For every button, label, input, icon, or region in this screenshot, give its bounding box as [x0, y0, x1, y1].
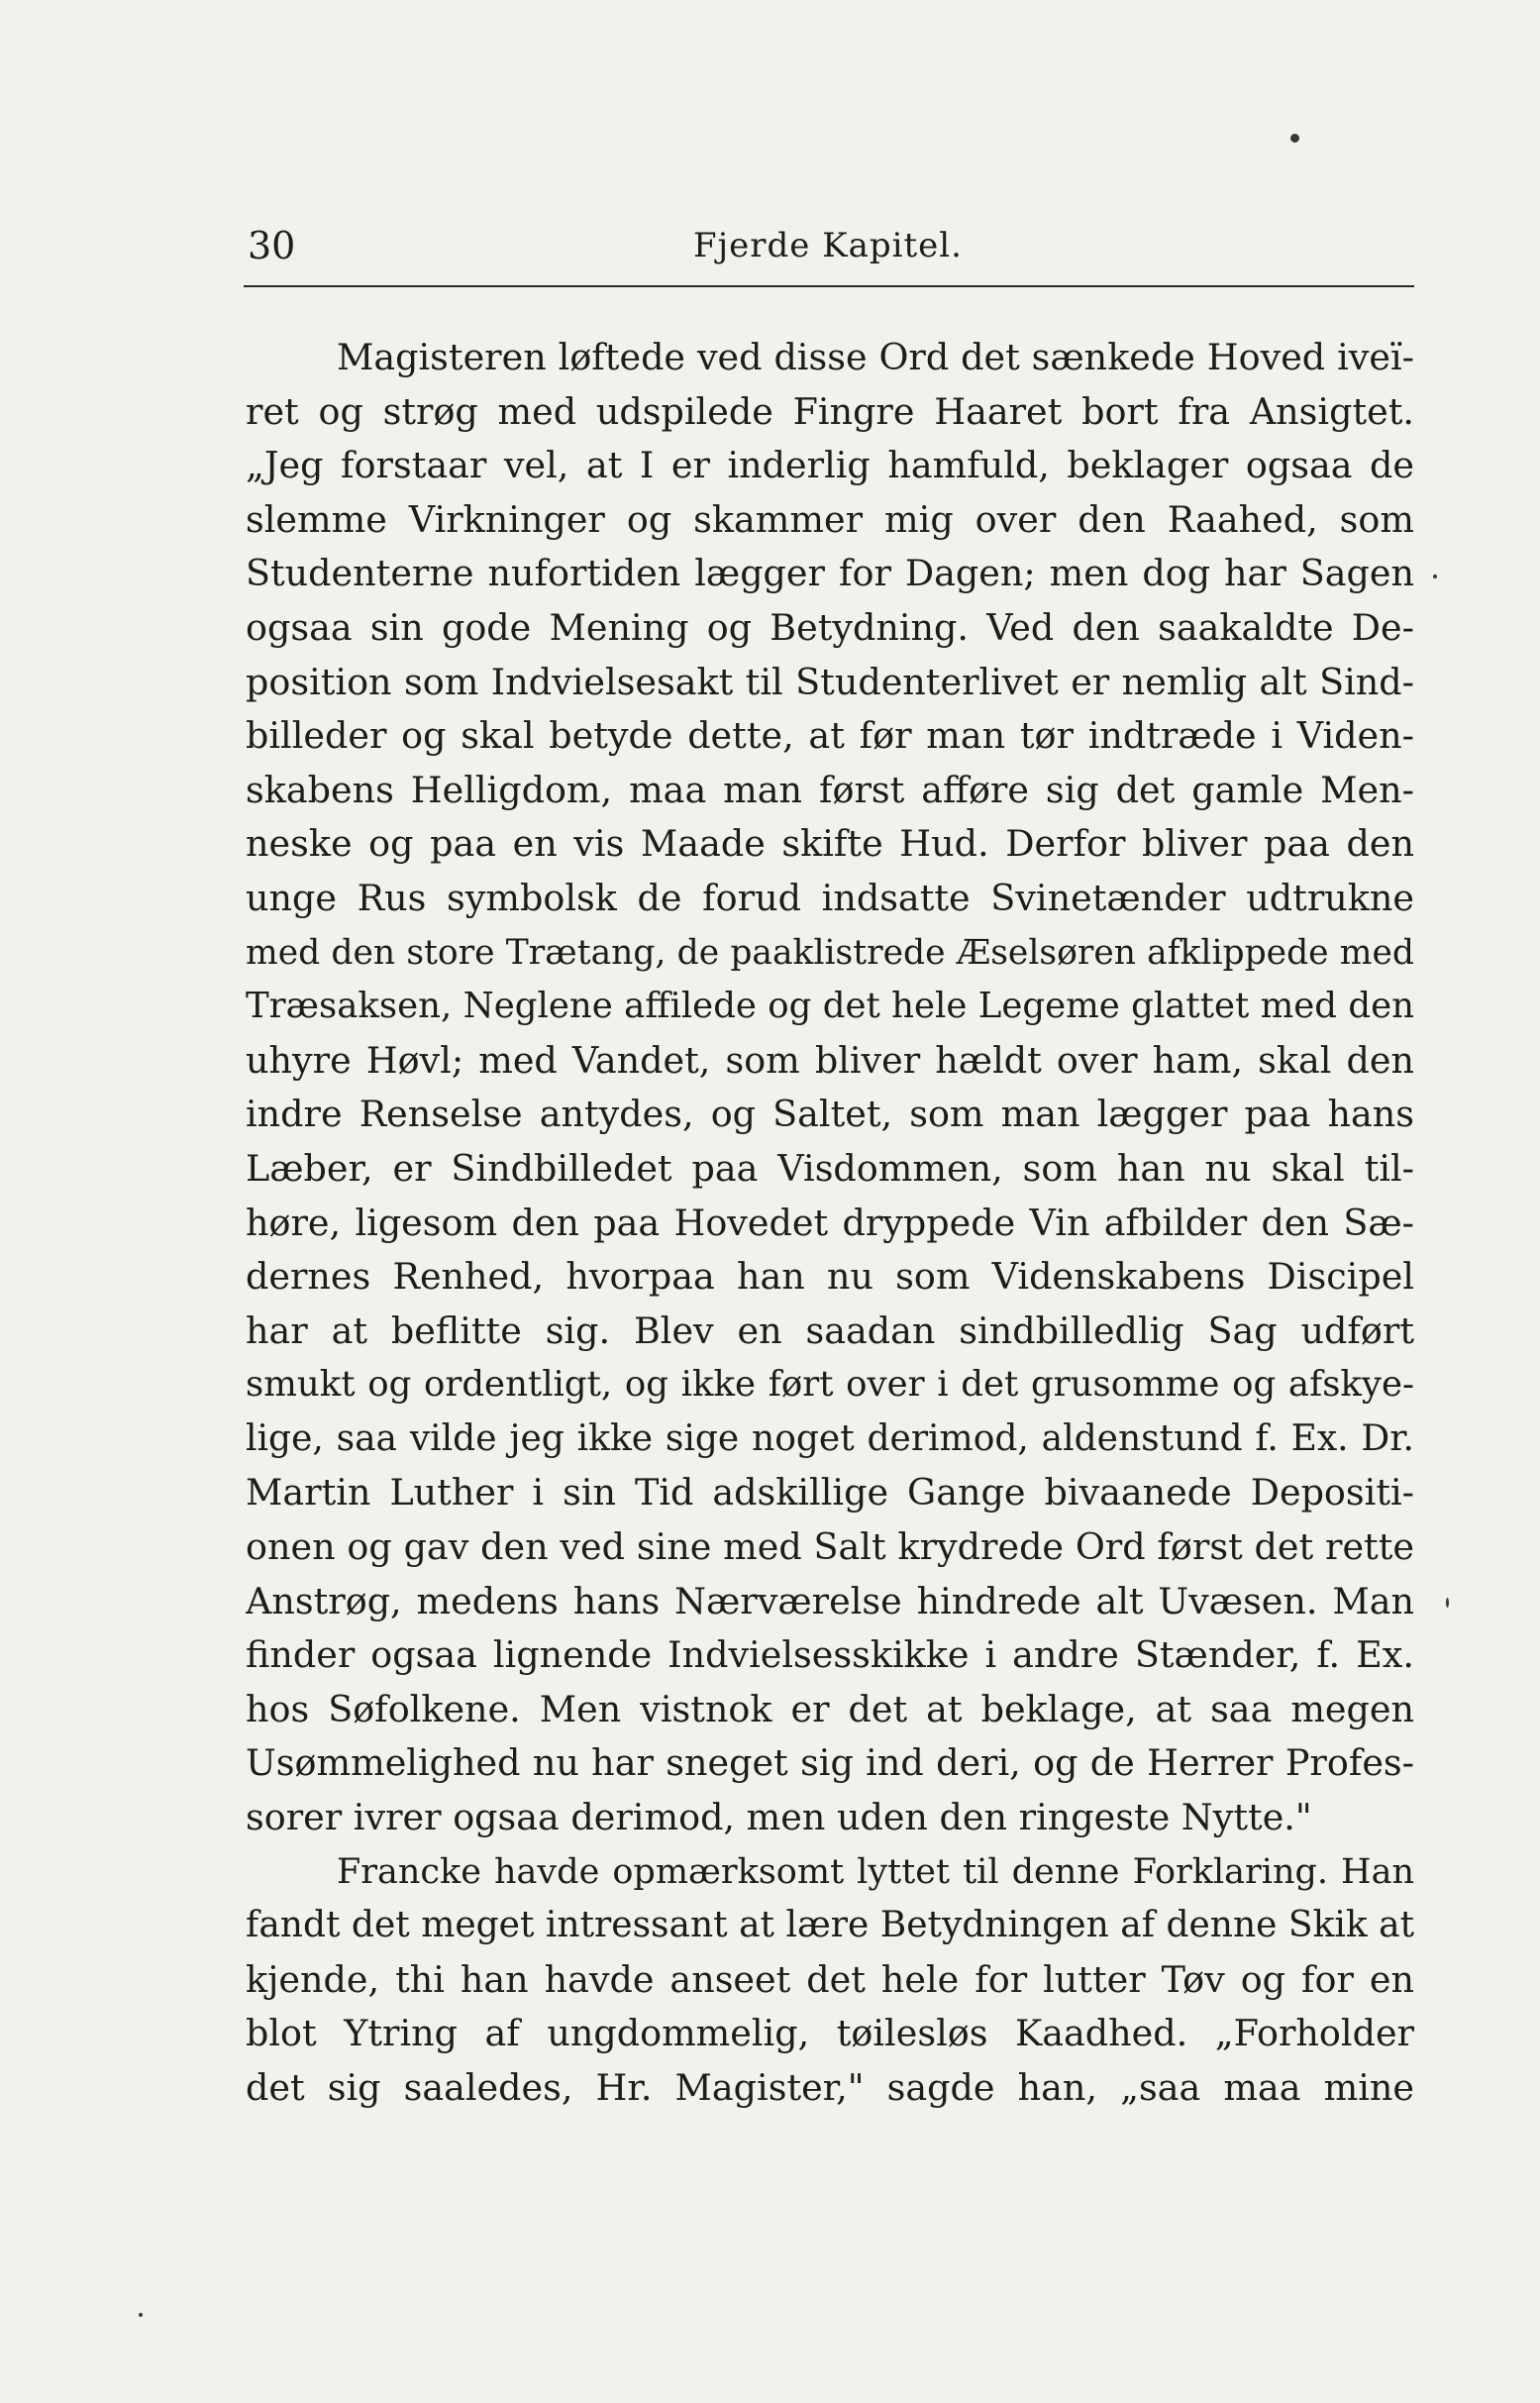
text-line: sorer ivrer ogsaa derimod, men uden den ringeste Nytte.": [246, 1796, 1312, 1839]
text-line: onen og gav den ved sine med Salt krydrede Ord først det rette: [246, 1525, 1414, 1569]
text-line: smukt og ordentligt, og ikke ført over i det grusomme og afskye-: [246, 1364, 1414, 1406]
text-line: høre, ligesom den paa Hovedet dryppede Vin afbilder den Sæ-: [246, 1201, 1414, 1244]
body-text: [246, 331, 1414, 2116]
text-line: hos Søfolkene. Men vistnok er det at beklage, at saa megen: [246, 1687, 1414, 1730]
text-line: uhyre Høvl; med Vandet, som bliver hældt over ham, skal den: [246, 1038, 1414, 1082]
page-header: [244, 220, 1412, 269]
text-line: har at beflitte sig. Blev en saadan sindbilledlig Sag udført: [246, 1308, 1414, 1352]
text-line: det sig saaledes, Hr. Magister," sagde han, „saa maa mine: [246, 2066, 1414, 2109]
paper-speck: [1290, 134, 1299, 143]
paper-speck: [139, 2313, 143, 2317]
page-number: 30: [248, 224, 296, 267]
text-line: Martin Luther i sin Tid adskillige Gange bivaanede Depositi-: [246, 1471, 1414, 1515]
text-line: lige, saa vilde jeg ikke sige noget derimod, aldenstund f. Ex. Dr.: [246, 1417, 1414, 1459]
paper-speck: [1446, 1598, 1449, 1608]
text-line: neske og paa en vis Maade skifte Hud. Derfor bliver paa den: [246, 822, 1414, 866]
text-line: Anstrøg, medens hans Nærværelse hindrede alt Uvæsen. Man: [246, 1579, 1414, 1622]
text-line: skabens Helligdom, maa man først afføre sig det gamle Men-: [246, 768, 1414, 811]
text-line: fandt det meget intressant at lære Betydningen af denne Skik at: [246, 1905, 1414, 1946]
text-line: blot Ytring af ungdommelig, tøilesløs Kaadhed. „Forholder: [246, 2012, 1414, 2055]
text-line: ogsaa sin gode Mening og Betydning. Ved den saakaldte De-: [246, 605, 1414, 649]
text-line: slemme Virkninger og skammer mig over den Raahed, som: [246, 497, 1414, 541]
running-title: Fjerde Kapitel.: [693, 226, 963, 265]
text-line: Studenterne nufortiden lægger for Dagen; men dog har Sagen: [246, 552, 1414, 595]
header-rule: [244, 285, 1414, 287]
text-line: Læber, er Sindbilledet paa Visdommen, som han nu skal til-: [246, 1146, 1414, 1190]
text-line: „Jeg forstaar vel, at I er inderlig hamfuld, beklager ogsaa de: [246, 444, 1414, 487]
text-line: Usømmelighed nu har sneget sig ind deri, og de Herrer Profes-: [246, 1741, 1414, 1785]
text-line: Magisteren løftede ved disse Ord det sænkede Hoved iveï-: [337, 336, 1414, 378]
paper-speck: [1433, 575, 1437, 578]
text-line: Francke havde opmærksomt lyttet til denne Forklaring. Han: [337, 1851, 1414, 1892]
text-line: indre Renselse antydes, og Saltet, som man lægger paa hans: [246, 1093, 1414, 1136]
text-line: dernes Renhed, hvorpaa han nu som Videnskabens Discipel: [246, 1255, 1414, 1299]
text-line: ret og strøg med udspilede Fingre Haaret bort fra Ansigtet.: [246, 389, 1414, 433]
text-line: Træsaksen, Neglene affilede og det hele Legeme glattet med den: [246, 986, 1414, 1027]
text-line: kjende, thi han havde anseet det hele for lutter Tøv og for en: [246, 1957, 1414, 2001]
text-line: billeder og skal betyde dette, at før man tør indtræde i Viden-: [246, 714, 1414, 758]
text-line: med den store Trætang, de paaklistrede Æselsøren afklippede med: [246, 932, 1414, 973]
text-line: position som Indvielsesakt til Studenterlivet er nemlig alt Sind-: [246, 660, 1414, 703]
text-line: unge Rus symbolsk de forud indsatte Svinetænder udtrukne: [246, 876, 1414, 919]
text-line: finder ogsaa lignende Indvielsesskikke i andre Stænder, f. Ex.: [246, 1633, 1414, 1677]
